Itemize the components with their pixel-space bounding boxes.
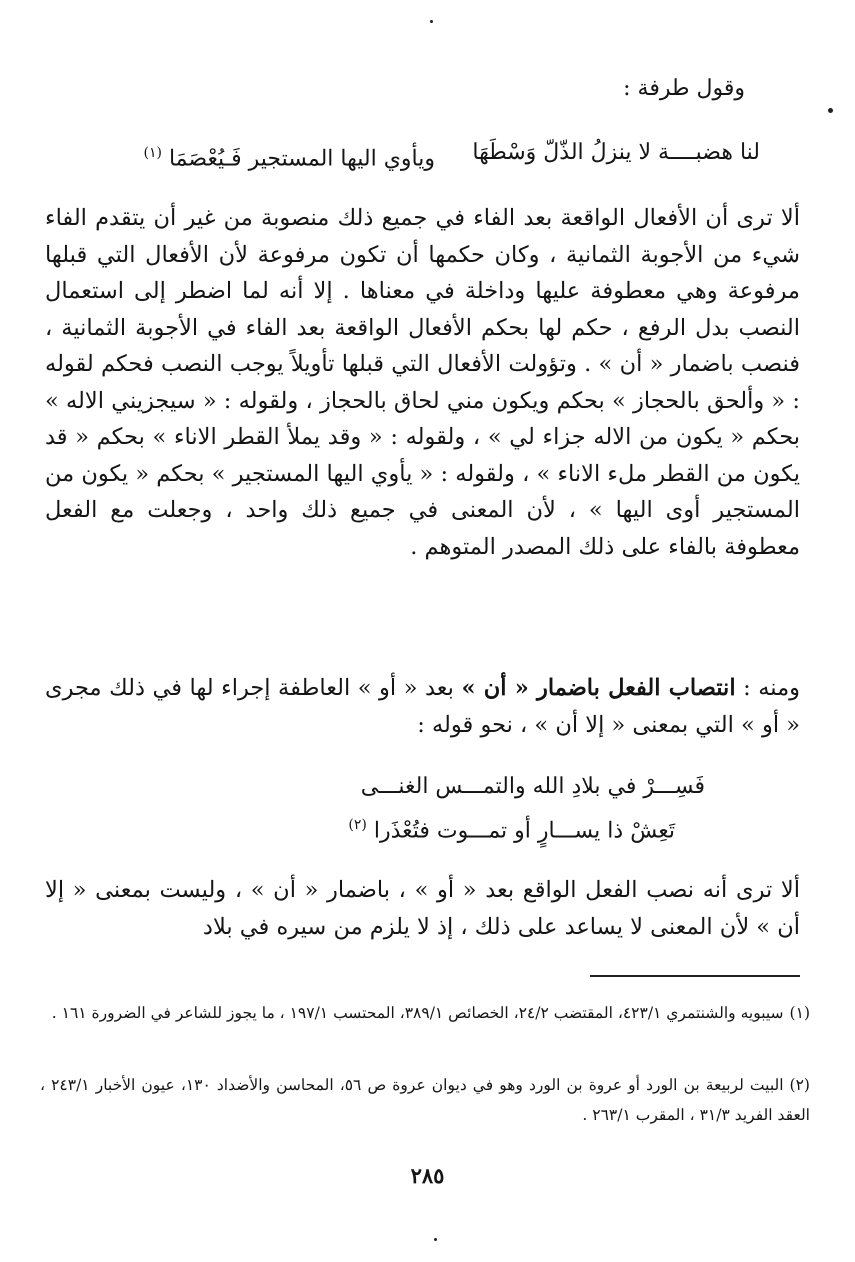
verse-1-hemistich-1 <box>472 136 760 170</box>
footnote-1 <box>40 998 810 1028</box>
scan-speck <box>430 20 433 23</box>
footnote-marker-2[interactable]: (٢) <box>348 817 367 833</box>
paragraph-2-rest: بعد « أو » العاطفة إجراء لها في ذلك مجرى « أو » التي بمعنى « إلا أن » ، نحو قوله : <box>45 675 800 738</box>
paragraph-2-lead: ومنه : <box>743 675 800 701</box>
scan-speck <box>434 1238 437 1241</box>
footnote-2-text: البيت لربيعة بن الورد أو عروة بن الورد وهو في ديوان عروة ص ٥٦، المحاسن والأضداد ١٣٠، عيون الأخبار ٢٤٣/١ ، العقد الفريد ٣١/٣ ، المقرب ٢٦٣/١ . <box>40 1076 810 1124</box>
paragraph-2 <box>45 670 800 743</box>
verse-1-hemistich-1-text: لنا هضبــــة لا ينزلُ الذّلّ وَسْطَهَا <box>472 140 760 165</box>
verse-1-hemistich-2 <box>143 136 435 176</box>
footnote-separator <box>590 975 800 977</box>
footnote-1-text: سيبويه والشنتمري ٤٢٣/١، المقتضب ٢٤/٢، الخصائص ٣٨٩/١، المحتسب ١٩٧/١ ، ما يجوز للشاعر في الضرورة ١٦١ . <box>51 1004 784 1022</box>
verse-1-hemistich-2-text: ويأوي اليها المستجير فَـيُعْصَمَا <box>168 146 435 172</box>
verse-2-line-2 <box>348 808 675 848</box>
paragraph-1: ألا ترى أن الأفعال الواقعة بعد الفاء في جميع ذلك منصوبة من غير أن يتقدم الفاء شيء من الأجوبة الثمانية ، وكان حكمها أن تكون مرفوعة لأن الأفعال التي قبلها مرفوعة وهي معطوفة عليها وداخلة في معناها . إلا أنه لما اضطر إلى استعمال النصب بدل الرفع ، حكم لها بحكم الأفعال الواقعة بعد الفاء في الأجوبة الثمانية ، فنصب باضمار « أن » . وتؤولت الأفعال التي قبلها تأويلاً يوجب النصب فحكم لقوله : « وألحق بالحجاز » بحكم ويكون مني لحاق بالحجاز ، ولقوله : « سيجزيني الاله » بحكم « يكون من الاله جزاء لي » ، ولقوله : « وقد يملأ القطر الاناء » بحكم « قد يكون من القطر ملء الاناء » ، ولقوله : « يأوي اليها المستجير » بحكم « يكون من المستجير أوى اليها » ، لأن المعنى في جميع ذلك واحد ، وجعلت مع الفعل معطوفة بالفاء على ذلك المصدر المتوهم . <box>45 205 800 560</box>
footnote-1-number: (١) <box>789 1004 810 1022</box>
scan-speck <box>828 108 833 113</box>
intro-line: وقول طرفة : <box>623 76 745 101</box>
footnote-2 <box>40 1070 810 1130</box>
verse-2-line-1-text: فَسِـــرْ في بلادِ الله والتمـــس الغنـــى <box>360 774 705 799</box>
paragraph-2-heading: انتصاب الفعل باضمار « أن » <box>461 675 736 701</box>
footnote-2-number: (٢) <box>789 1076 810 1094</box>
verse-2-line-1 <box>361 770 705 804</box>
page-number: ٢٨٥ <box>410 1163 445 1188</box>
paragraph-3: ألا ترى أنه نصب الفعل الواقع بعد « أو » ، باضمار « أن » ، وليست بمعنى « إلا أن » لأن المعنى لا يساعد على ذلك ، إذ لا يلزم من سيره في بلاد <box>45 877 800 940</box>
footnote-marker-1[interactable]: (١) <box>143 145 162 161</box>
verse-2-line-2-text: تَعِشْ ذا يســـارٍ أو تمـــوت فتُعْذَرا <box>373 818 675 844</box>
